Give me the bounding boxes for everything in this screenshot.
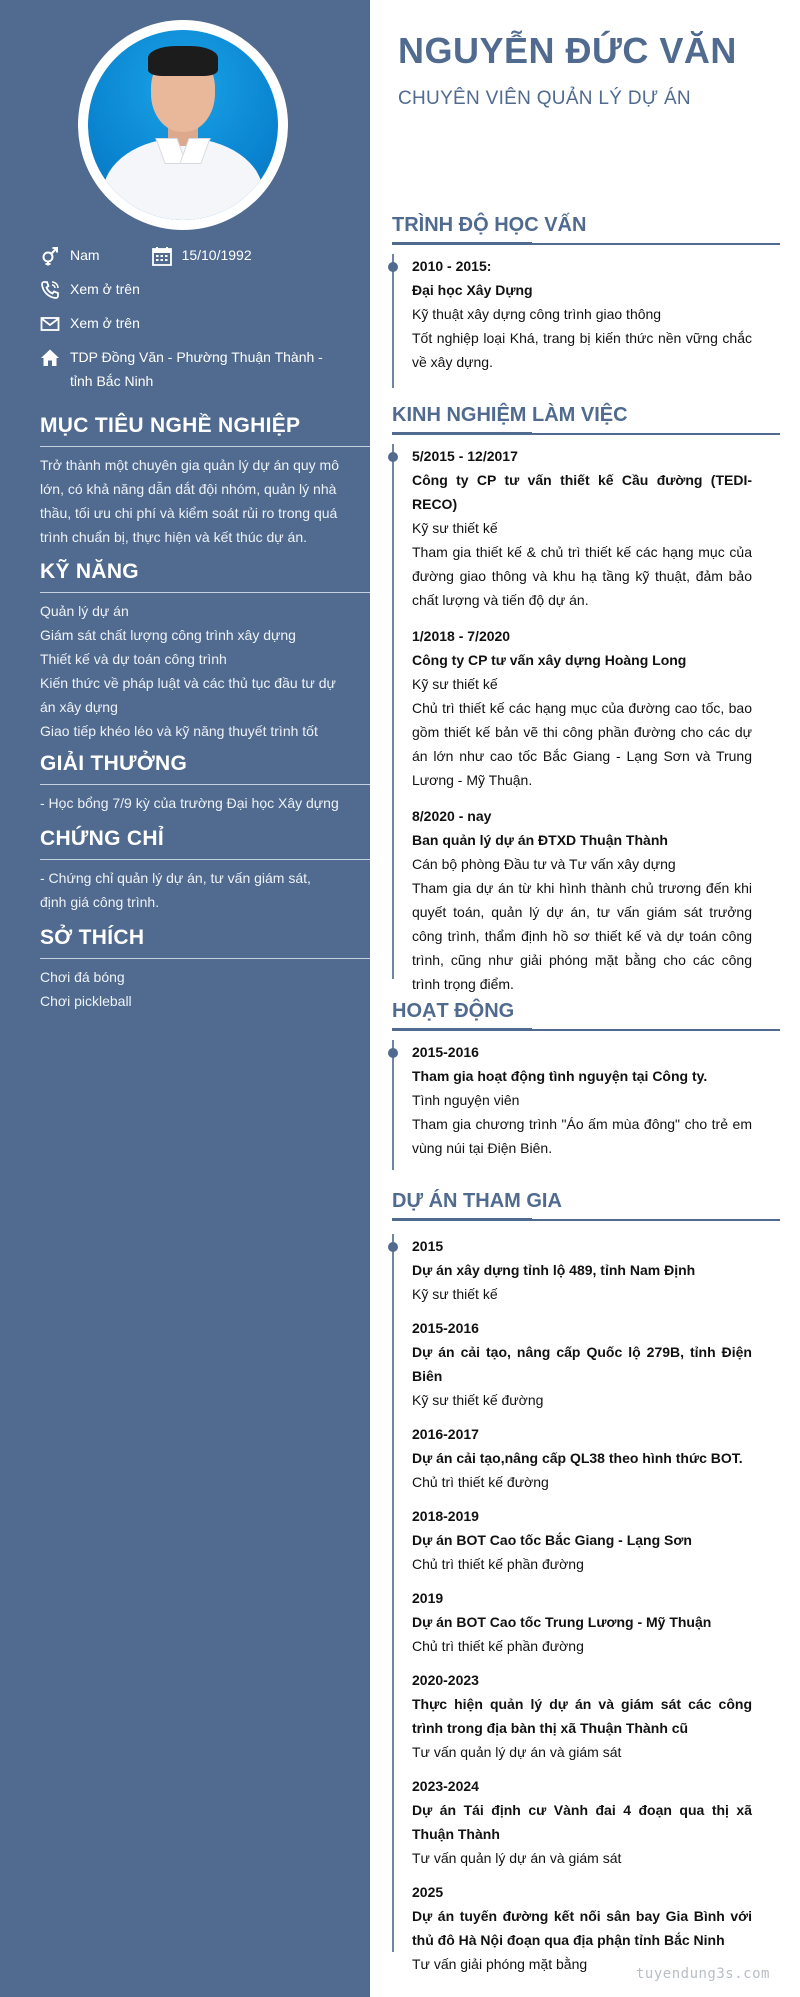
entry-role: Kỹ sư thiết kế đường [412, 1392, 544, 1408]
entry-date: 5/2015 - 12/2017 [412, 448, 518, 464]
entry-org: Tham gia hoạt động tình nguyện tại Công ty. [412, 1068, 708, 1084]
experience-entry [412, 444, 752, 612]
entry-date: 2025 [412, 1884, 444, 1900]
entry-date: 2020-2023 [412, 1672, 479, 1688]
skill-item: Kiến thức về pháp luật và các thủ tục đầu tư dự án xây dựng [40, 675, 336, 715]
hobbies-list [40, 965, 340, 1013]
personal-info [40, 246, 350, 406]
skills-list [40, 599, 340, 743]
experience-title: KINH NGHIỆM LÀM VIỆC [392, 404, 780, 435]
project-entry [412, 1422, 752, 1494]
sidebar [0, 0, 370, 1997]
entry-date: 2015-2016 [412, 1320, 479, 1336]
watermark: tuyendung3s.com [636, 1966, 770, 1982]
email-row [40, 314, 350, 335]
entry-org: Dự án xây dựng tỉnh lộ 489, tỉnh Nam Định [412, 1262, 696, 1278]
phone-icon [40, 280, 70, 300]
experience-timeline [392, 444, 752, 992]
gender-icon [40, 246, 70, 266]
entry-org: Đại học Xây Dựng [412, 282, 533, 298]
hobbies-title: SỞ THÍCH [40, 926, 370, 959]
entry-org: Dự án cải tạo,nâng cấp QL38 theo hình thức BOT. [412, 1450, 743, 1466]
entry-org: Dự án tuyến đường kết nối sân bay Gia Bình với thủ đô Hà Nội đoạn qua địa phận tỉnh Bắc Ninh [412, 1908, 752, 1948]
entry-date: 2018-2019 [412, 1508, 479, 1524]
entry-org: Ban quản lý dự án ĐTXD Thuận Thành [412, 832, 668, 848]
entry-desc: Chủ trì thiết kế các hạng mục của đường cao tốc, bao gồm thiết kế bản vẽ thi công phần đường cho các dự án lớn như cao tốc Bắc Giang - Lạng Sơn và Trung Lương - Mỹ Thuận. [412, 700, 752, 788]
timeline-dot [388, 452, 398, 462]
entry-desc: Tham gia thiết kế & chủ trì thiết kế các hạng mục của đường giao thông và khu hạ tầng kỹ thuật, đảm bảo chất lượng và tiến độ dự án. [412, 544, 752, 608]
email-icon [40, 314, 70, 334]
certificates-title: CHỨNG CHỈ [40, 827, 370, 860]
entry-date: 2019 [412, 1590, 444, 1606]
entry-org: Công ty CP tư vấn xây dựng Hoàng Long [412, 652, 687, 668]
entry-date: 2015 [412, 1238, 444, 1254]
projects-title: DỰ ÁN THAM GIA [392, 1190, 780, 1221]
activity-entry [412, 1040, 752, 1160]
calendar-icon [152, 246, 182, 266]
full-name: NGUYỄN ĐỨC VĂN [398, 30, 737, 71]
skill-item: Quản lý dự án [40, 603, 129, 619]
birthday-value: 15/10/1992 [181, 247, 252, 263]
objective-title: MỤC TIÊU NGHỀ NGHIỆP [40, 414, 370, 447]
project-entry [412, 1880, 752, 1976]
education-title: TRÌNH ĐỘ HỌC VẤN [392, 214, 780, 245]
entry-org: Dự án BOT Cao tốc Bắc Giang - Lạng Sơn [412, 1532, 692, 1548]
entry-role: Kỹ thuật xây dựng công trình giao thông [412, 306, 662, 322]
email-value: Xem ở trên [70, 315, 140, 331]
project-entry [412, 1504, 752, 1576]
project-entry [412, 1234, 752, 1306]
entry-org: Dự án BOT Cao tốc Trung Lương - Mỹ Thuận [412, 1614, 712, 1630]
phone-value: Xem ở trên [70, 281, 140, 297]
entry-org: Dự án cải tạo, nâng cấp Quốc lộ 279B, tỉnh Điện Biên [412, 1344, 752, 1384]
address-value: TDP Đồng Văn - Phường Thuận Thành - tỉnh Bắc Ninh [70, 349, 323, 389]
job-title: CHUYÊN VIÊN QUẢN LÝ DỰ ÁN [398, 88, 691, 109]
entry-desc: Tham gia chương trình "Áo ấm mùa đông" cho trẻ em vùng núi tại Điện Biên. [412, 1116, 752, 1156]
entry-date: 8/2020 - nay [412, 808, 492, 824]
entry-date: 1/2018 - 7/2020 [412, 628, 511, 644]
entry-date: 2023-2024 [412, 1778, 479, 1794]
entry-role: Tư vấn quản lý dự án và giám sát [412, 1850, 622, 1866]
awards-text: - Học bổng 7/9 kỳ của trường Đại học Xây dựng [40, 795, 339, 811]
profile-photo [88, 30, 278, 220]
entry-role: Kỹ sư thiết kế [412, 520, 498, 536]
entry-role: Cán bộ phòng Đầu tư và Tư vấn xây dựng [412, 856, 676, 872]
entry-role: Tư vấn quản lý dự án và giám sát [412, 1744, 622, 1760]
certificates-text: - Chứng chỉ quản lý dự án, tư vấn giám sát, định giá công trình. [40, 870, 311, 910]
objective-text: Trở thành một chuyên gia quản lý dự án quy mô lớn, có khả năng dẫn dắt đội nhóm, quản lý nhà thầu, tối ưu chi phí và kiểm soát rủi ro trong quá trình chuẩn bị, thực hiện và kết thúc dự án. [40, 457, 339, 545]
project-entry [412, 1668, 752, 1764]
address-row [40, 348, 350, 393]
entry-org: Công ty CP tư vấn thiết kế Cầu đường (TEDI-RECO) [412, 472, 752, 512]
phone-row [40, 280, 350, 301]
project-entry [412, 1316, 752, 1412]
skill-item: Thiết kế và dự toán công trình [40, 651, 227, 667]
profile-photo-frame [78, 20, 288, 230]
skill-item: Giám sát chất lượng công trình xây dựng [40, 627, 296, 643]
timeline-dot [388, 1242, 398, 1252]
gender-value: Nam [70, 247, 100, 263]
entry-role: Chủ trì thiết kế phần đường [412, 1556, 584, 1572]
experience-entry [412, 624, 752, 792]
awards-title: GIẢI THƯỞNG [40, 752, 370, 785]
skills-title: KỸ NĂNG [40, 560, 370, 593]
hobby-item: Chơi đá bóng [40, 969, 125, 985]
entry-role: Kỹ sư thiết kế [412, 1286, 498, 1302]
timeline-dot [388, 262, 398, 272]
home-icon [40, 348, 70, 368]
timeline-dot [388, 1048, 398, 1058]
entry-date: 2016-2017 [412, 1426, 479, 1442]
entry-desc: Tham gia dự án từ khi hình thành chủ trương đến khi quyết toán, quản lý dự án, tư vấn giám sát trưởng công trình, thẩm định hồ sơ thiết kế và dự toán công trình, cũng như giải phóng mặt bằng cho các công trình trọng điểm. [412, 880, 752, 992]
activities-title: HOẠT ĐỘNG [392, 1000, 780, 1031]
entry-date: 2015-2016 [412, 1044, 479, 1060]
entry-date: 2010 - 2015: [412, 258, 492, 274]
entry-org: Thực hiện quản lý dự án và giám sát các công trình trong địa bàn thị xã Thuận Thành cũ [412, 1696, 752, 1736]
activities-timeline [392, 1040, 752, 1170]
entry-role: Chủ trì thiết kế phần đường [412, 1638, 584, 1654]
education-timeline [392, 254, 752, 388]
project-entry [412, 1586, 752, 1658]
skill-item: Giao tiếp khéo léo và kỹ năng thuyết trình tốt [40, 723, 318, 739]
experience-entry [412, 804, 752, 996]
entry-desc: Tốt nghiệp loại Khá, trang bị kiến thức nền vững chắc về xây dựng. [412, 330, 752, 370]
entry-role: Kỹ sư thiết kế [412, 676, 498, 692]
entry-org: Dự án Tái định cư Vành đai 4 đoạn qua thị xã Thuận Thành [412, 1802, 752, 1842]
gender-birthday-row [40, 246, 350, 267]
entry-role: Tư vấn giải phóng mặt bằng [412, 1956, 588, 1972]
project-entry [412, 1774, 752, 1870]
entry-role: Chủ trì thiết kế đường [412, 1474, 549, 1490]
entry-role: Tình nguyện viên [412, 1092, 520, 1108]
projects-timeline [392, 1234, 752, 1972]
hobby-item: Chơi pickleball [40, 993, 132, 1009]
education-entry [412, 254, 752, 374]
